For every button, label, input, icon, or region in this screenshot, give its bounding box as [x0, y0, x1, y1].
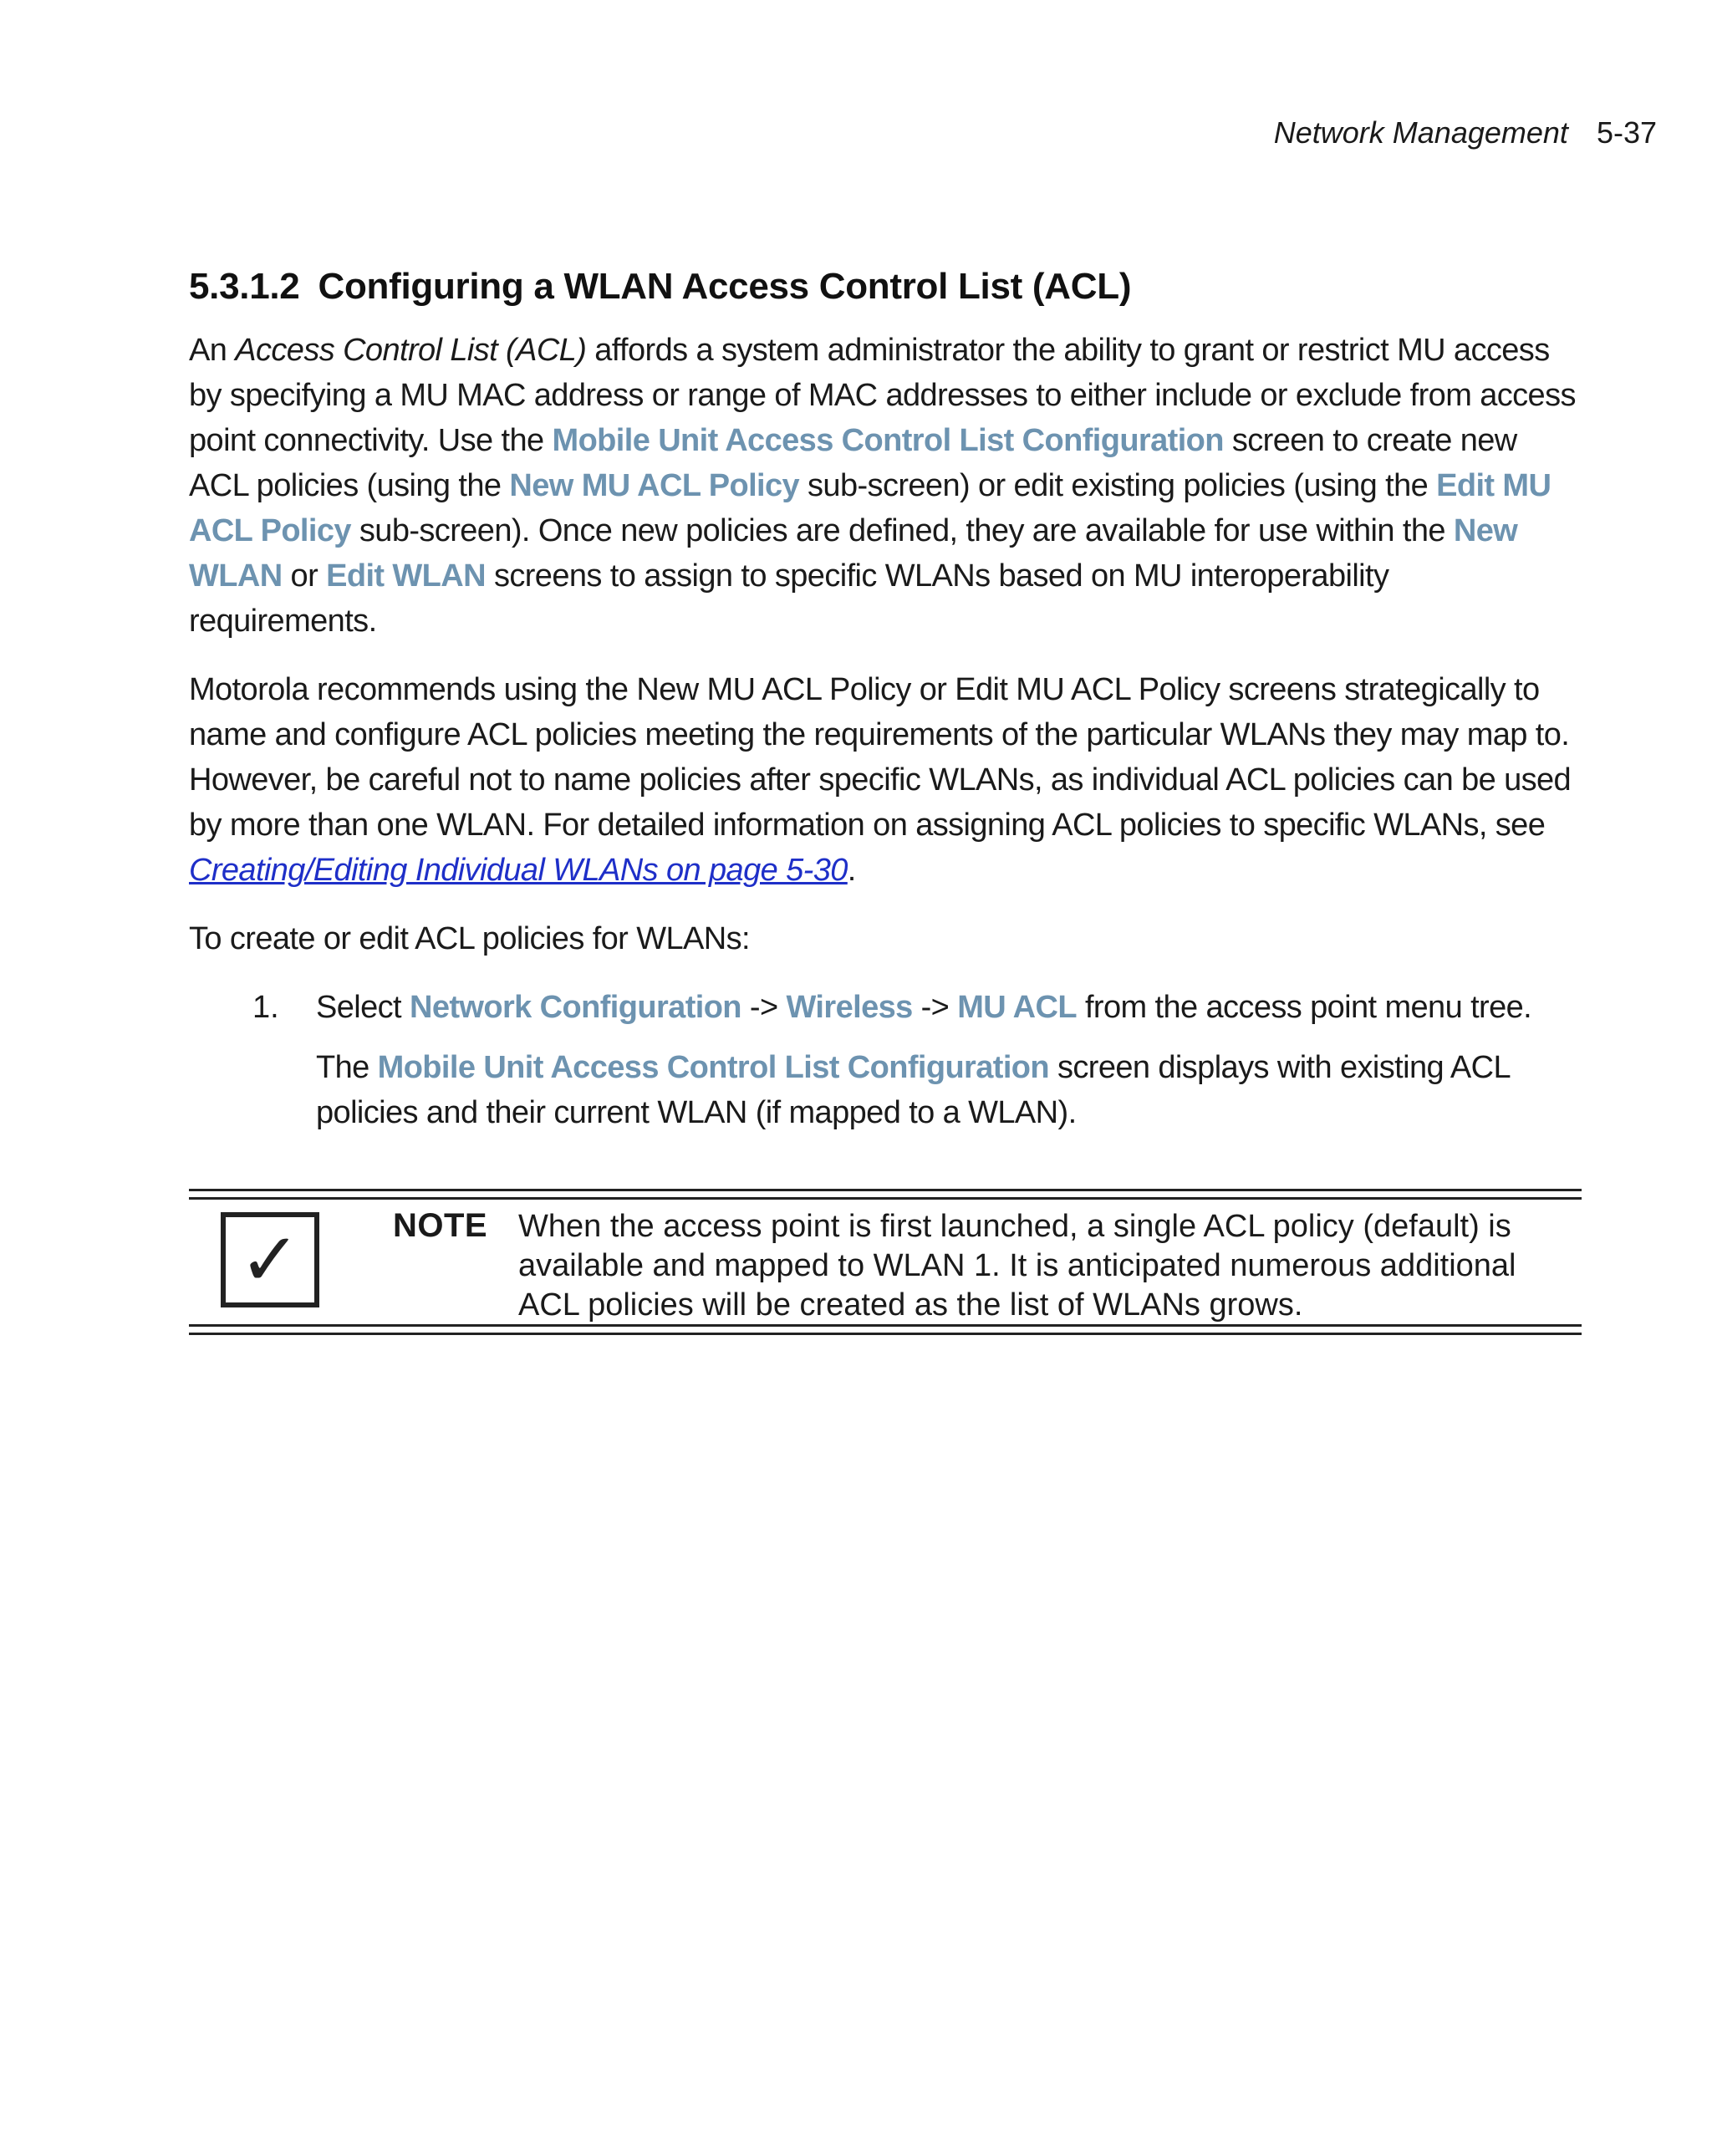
step-instruction	[316, 985, 1577, 1030]
note-bottom-rule	[189, 1333, 1582, 1335]
ui-ref-mu-acl: MU ACL	[957, 990, 1077, 1025]
note-box	[189, 1189, 1582, 1336]
acl-term: Access Control List (ACL)	[235, 333, 587, 368]
section-number: 5.3.1.2	[189, 266, 300, 307]
main-content	[189, 266, 1577, 1336]
acl-intro-paragraph	[189, 328, 1577, 644]
cross-reference-link[interactable]: Creating/Editing Individual WLANs on page 5-30	[189, 853, 848, 888]
procedure-step	[189, 985, 1577, 1150]
note-top-rule	[189, 1189, 1582, 1191]
text-run: ->	[741, 990, 787, 1025]
text-run: Select	[316, 990, 410, 1025]
text-run: Motorola recommends using the New MU ACL Policy or Edit MU ACL Policy screens strategically to name and configure ACL policies meeting the requirements of the particular WLANs they may map to. However, be careful not to name policies after specific WLANs, as individual ACL policies can be used by more than one WLAN. For detailed information on assigning ACL policies to specific WLANs, see	[189, 672, 1572, 843]
step-number: 1.	[252, 990, 279, 1025]
note-top-rule-inner	[189, 1197, 1582, 1200]
ui-ref-network-configuration: Network Configuration	[409, 990, 741, 1025]
ui-ref-new-mu-acl-policy: New MU ACL Policy	[509, 468, 800, 503]
text-run: screens to assign to specific WLANs based on MU interoperability requirements.	[189, 558, 1389, 639]
page-number: 5-37	[1596, 115, 1657, 150]
text-run: screen displays with existing ACL policies and their current WLAN (if mapped to a WLAN).	[316, 1050, 1510, 1130]
text-run: An	[189, 333, 236, 368]
step-result	[316, 1045, 1577, 1135]
note-bottom-rule-inner	[189, 1324, 1582, 1327]
step-body	[316, 985, 1577, 1150]
text-run: sub-screen) or edit existing policies (using the	[799, 468, 1437, 503]
ui-ref-mu-acl-config-screen: Mobile Unit Access Control List Configuration	[377, 1050, 1050, 1085]
ui-ref-wireless: Wireless	[786, 990, 913, 1025]
checkmark-icon: ✓	[221, 1212, 319, 1307]
text-run: screen to create new ACL policies (using the	[189, 423, 1517, 503]
ui-ref-edit-wlan: Edit WLAN	[326, 558, 486, 594]
text-run: from the access point menu tree.	[1076, 990, 1532, 1025]
procedure-intro: To create or edit ACL policies for WLANs:	[189, 921, 750, 956]
section-title: Configuring a WLAN Access Control List (ACL)	[318, 266, 1132, 307]
running-header	[1274, 115, 1657, 150]
note-text: When the access point is first launched, a single ACL policy (default) is available and mapped to WLAN 1. It is anticipated numerous additional ACL policies will be created as the list of WLANs grows.	[518, 1209, 1516, 1323]
ui-ref-mu-acl-config-screen: Mobile Unit Access Control List Configuration	[552, 423, 1224, 458]
ui-ref-edit-mu-acl-policy: Edit MU ACL Policy	[189, 468, 1552, 548]
text-run: sub-screen). Once new policies are defined, they are available for use within the	[350, 513, 1454, 548]
note-label: NOTE	[393, 1207, 488, 1244]
text-run: ->	[912, 990, 958, 1025]
ui-ref-new-wlan: New WLAN	[189, 513, 1518, 594]
text-run: .	[847, 853, 856, 888]
header-section-name: Network Management	[1273, 115, 1568, 150]
recommendation-paragraph	[189, 667, 1577, 893]
text-run: affords a system administrator the ability to grant or restrict MU access by specifying a MU MAC address or range of MAC addresses to either include or exclude from access point connectivity. Use the	[189, 333, 1576, 458]
section-heading	[189, 266, 1577, 308]
text-run: or	[282, 558, 327, 594]
text-run: The	[316, 1050, 378, 1085]
